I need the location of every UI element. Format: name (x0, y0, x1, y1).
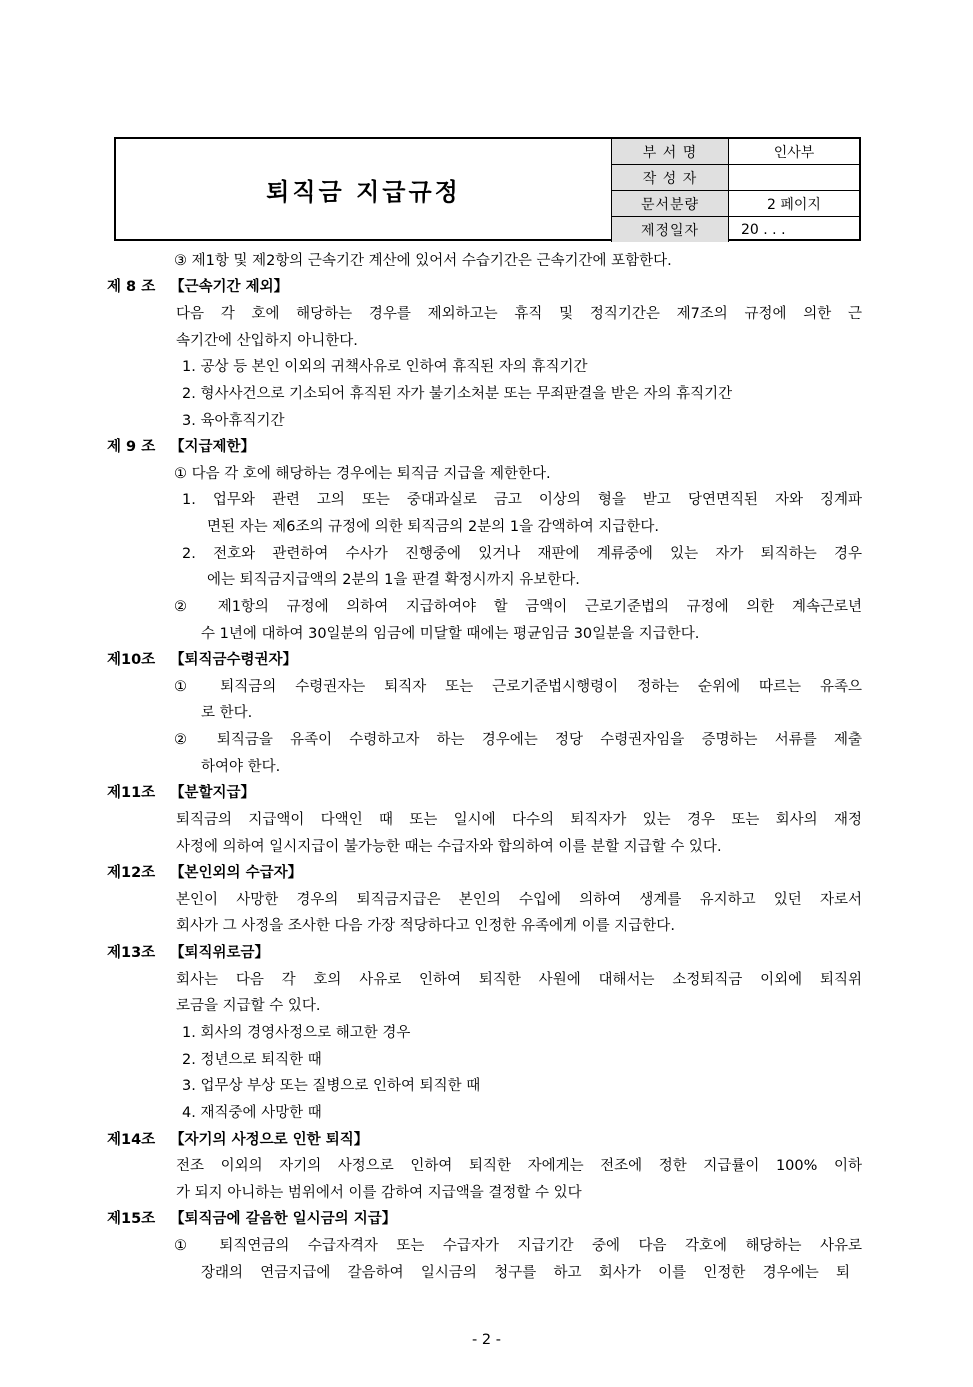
article-title: 【근속기간 제외】 (170, 279, 289, 295)
meta-row (612, 217, 860, 243)
article-title: 【자기의 사정으로 인한 퇴직】 (170, 1132, 369, 1148)
article-number: 제14조 (107, 1132, 156, 1148)
article-text: 본인이 사망한 경우의 퇴직금지급은 본인의 수입에 의하여 생계를 유지하고 있던 자로서 (176, 892, 862, 908)
meta-value (729, 165, 860, 191)
meta-label: 부 서 명 (612, 139, 729, 165)
meta-value: 20 . . . (729, 217, 860, 243)
article-title: 【분할지급】 (170, 785, 256, 801)
list-item: 1. 공상 등 본인 이외의 귀책사유로 인하여 휴직된 자의 휴직기간 (182, 359, 588, 375)
meta-value: 인사부 (729, 139, 860, 165)
clause: ① 다음 각 호에 해당하는 경우에는 퇴직금 지급을 제한한다. (174, 466, 551, 482)
article-text: 사정에 의하여 일시지급이 불가능한 때는 수급자와 합의하여 이를 분할 지급할 수 있다. (176, 839, 722, 855)
article-title: 【퇴직금수령권자】 (170, 652, 298, 668)
list-item: 1. 회사의 경영사정으로 해고한 경우 (182, 1025, 411, 1041)
list-item: 2. 정년으로 퇴직한 때 (182, 1052, 322, 1068)
document-title: 퇴직금 지급규정 (266, 177, 461, 206)
article-text: 가 되지 아니하는 범위에서 이를 감하여 지급액을 결정할 수 있다 (176, 1185, 582, 1201)
clause: ① 퇴직금의 수령권자는 퇴직자 또는 근로기준법시행령이 정하는 순위에 따르는 유족으 (174, 679, 862, 695)
list-item-continued: 면된 자는 제6조의 규정에 의한 퇴직금의 2분의 1을 감액하여 지급한다. (207, 519, 659, 535)
list-item: 3. 육아휴직기간 (182, 413, 285, 429)
clause-continued: 로 한다. (201, 705, 253, 721)
list-item: 1. 업무와 관련 고의 또는 중대과실로 금고 이상의 형을 받고 당연면직된 자와 징계파 (182, 492, 862, 508)
clause: ② 제1항의 규정에 의하여 지급하여야 할 금액이 근로기준법의 규정에 의한 계속근로년 (174, 599, 862, 615)
article-text: 회사는 다음 각 호의 사유로 인하여 퇴직한 사원에 대해서는 소정퇴직금 이외에 퇴직위 (176, 972, 862, 988)
article-title: 【본인외의 수급자】 (170, 865, 303, 881)
article-title: 【퇴직위로금】 (170, 945, 270, 961)
clause: ② 퇴직금을 유족이 수령하고자 하는 경우에는 정당 수령권자임을 증명하는 서류를 제출 (174, 732, 862, 748)
list-item: 2. 형사사건으로 기소되어 휴직된 자가 불기소처분 또는 무죄판결을 받은 자의 휴직기간 (182, 386, 733, 402)
list-item: 2. 전호와 관련하여 수사가 진행중에 있거나 재판에 계류중에 있는 자가 퇴직하는 경우 (182, 546, 862, 562)
list-item-continued: 에는 퇴직금지급액의 2분의 1을 판결 확정시까지 유보한다. (207, 572, 580, 588)
article-number: 제11조 (107, 785, 156, 801)
article-text: 회사가 그 사정을 조사한 다음 가장 적당하다고 인정한 유족에게 이를 지급한다. (176, 918, 675, 934)
article-number: 제 8 조 (107, 279, 156, 295)
meta-label: 제정일자 (612, 217, 729, 243)
article-text: 다음 각 호에 해당하는 경우를 제외하고는 휴직 및 정직기간은 제7조의 규정에 의한 근 (176, 306, 862, 322)
article-text: 전조 이외의 자기의 사정으로 인하여 퇴직한 자에게는 전조에 정한 지급률이 100% 이하 (176, 1158, 862, 1174)
article-text: 퇴직금의 지급액이 다액인 때 또는 일시에 다수의 퇴직자가 있는 경우 또는 회사의 재정 (176, 812, 862, 828)
clause-continued: 수 1년에 대하여 30일분의 임금에 미달할 때에는 평균임금 30일분을 지급한다. (201, 626, 700, 642)
meta-value: 2 페이지 (729, 191, 860, 217)
article-number: 제 9 조 (107, 439, 156, 455)
list-item: 3. 업무상 부상 또는 질병으로 인하여 퇴직한 때 (182, 1078, 481, 1094)
clause-continued: 장래의 연금지급에 갈음하여 일시금의 청구를 하고 회사가 이를 인정한 경우에는 퇴 (201, 1265, 850, 1281)
clause: ① 퇴직연금의 수급자격자 또는 수급자가 지급기간 중에 다음 각호에 해당하는 사유로 (174, 1238, 862, 1254)
clause-continued: 하여야 한다. (201, 759, 281, 775)
document-header (114, 137, 861, 241)
article-number: 제12조 (107, 865, 156, 881)
article-number: 제15조 (107, 1211, 156, 1227)
meta-row (612, 165, 860, 191)
article-text: 속기간에 산입하지 아니한다. (176, 333, 358, 349)
meta-row (612, 191, 860, 217)
list-item: 4. 재직중에 사망한 때 (182, 1105, 322, 1121)
intro-clause: ③ 제1항 및 제2항의 근속기간 계산에 있어서 수습기간은 근속기간에 포함한다. (174, 253, 672, 269)
meta-label: 문서분량 (612, 191, 729, 217)
meta-label: 작 성 자 (612, 165, 729, 191)
article-number: 제10조 (107, 652, 156, 668)
article-title: 【퇴직금에 갈음한 일시금의 지급】 (170, 1211, 397, 1227)
article-text: 로금을 지급할 수 있다. (176, 998, 321, 1014)
meta-row (612, 139, 860, 165)
page-number: - 2 - (472, 1332, 501, 1348)
article-number: 제13조 (107, 945, 156, 961)
article-title: 【지급제한】 (170, 439, 256, 455)
document-meta-table (611, 139, 859, 242)
